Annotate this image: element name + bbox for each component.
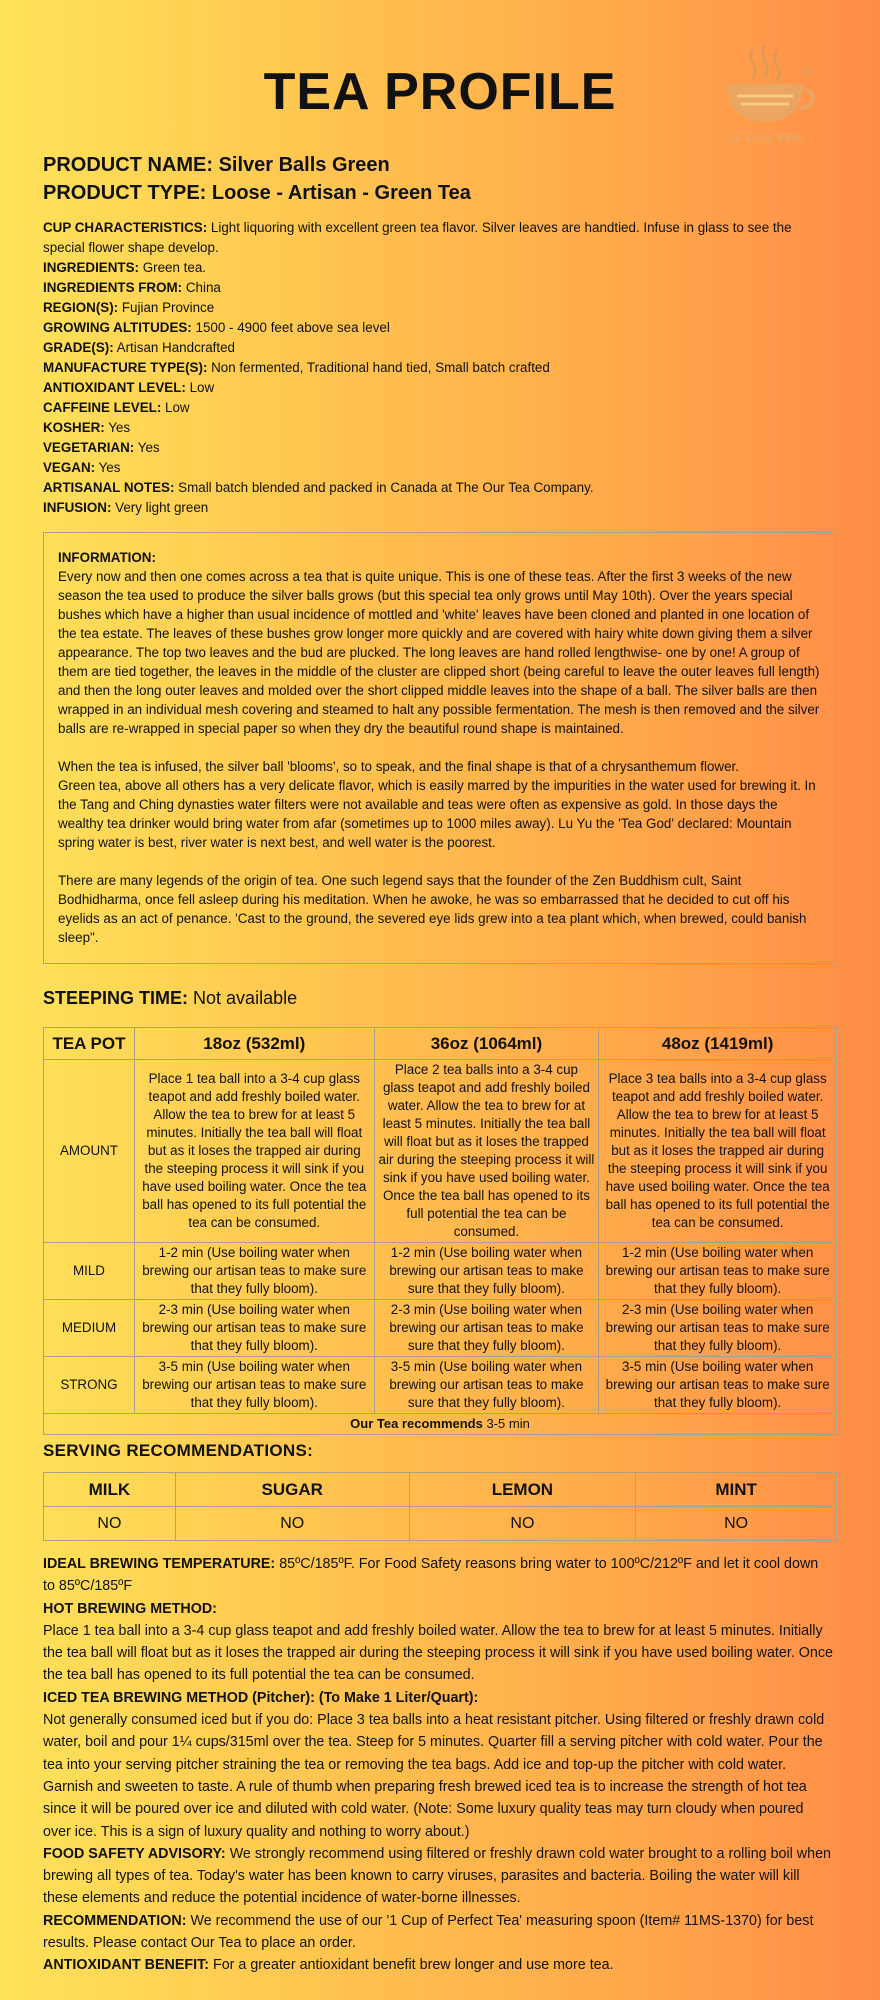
steeping-header-row (44, 1028, 837, 1060)
brewing-value: For a greater antioxidant benefit brew longer and use more tea. (212, 1957, 614, 1974)
brewing-label: HOT BREWING METHOD: (43, 1600, 217, 1617)
attribute-row (43, 498, 823, 518)
attribute-row (43, 338, 823, 358)
table-cell: Place 1 tea ball into a 3-4 cup glass teapot and add freshly boiled water. Allow the tea to brew for at least 5 minutes. Initially the tea ball will float but as it loses the trapped air during the steeping process it will sink if you have used boiling water. Once the tea ball has opened to its full potential the tea can be consumed. (134, 1060, 374, 1243)
attribute-value: 1500 - 4900 feet above sea level (195, 320, 390, 335)
attribute-value: Very light green (115, 500, 209, 515)
brewing-paragraph (43, 1598, 833, 1620)
brewing-value: Not generally consumed iced but if you do: Place 3 tea balls into a heat resistant pitcher. Using filtered or freshly drawn cold water, boil and pour 1¼ cups/315ml over the tea. Steep for 5 minutes. Quarter fill a serving pitcher with cold water. Pour the tea into your serving pitcher straining the tea or removing the tea bags. Add ice and top-up the pitcher with cold water. Garnish and sweeten to taste. A rule of thumb when preparing fresh brewed iced tea is to increase the strength of hot tea since it will be poured over ice and diluted with cold water. (Note: Some luxury quality teas may turn cloudy when poured over ice. This is a sign of luxury quality and nothing to worry about.) (43, 1712, 825, 1840)
serving-value-cell: NO (175, 1507, 409, 1541)
attribute-row (43, 458, 823, 478)
brewing-paragraph (43, 1954, 833, 1976)
brewing-value: We recommend the use of our '1 Cup of Perfect Tea' measuring spoon (Item# 11MS-1370) for best results. Please contact Our Tea to place an order. (43, 1912, 814, 1952)
table-cell: Place 3 tea balls into a 3-4 cup glass teapot and add freshly boiled water. Allow the tea to brew for at least 5 minutes. Initially the tea ball will float but as it loses the trapped air during the steeping process it will sink if you have used boiling water. Once the tea ball has opened to its full potential the tea can be consumed. (599, 1060, 837, 1243)
steeping-row-medium (44, 1300, 837, 1357)
steeping-header-cell: 18oz (532ml) (134, 1028, 374, 1060)
attribute-label: INGREDIENTS FROM: (43, 280, 183, 295)
table-cell: 1-2 min (Use boiling water when brewing our artisan teas to make sure that they fully bloom). (599, 1243, 837, 1300)
product-type-line (43, 182, 471, 205)
steeping-header-cell: TEA POT (44, 1028, 135, 1060)
brewing-paragraph (43, 1620, 833, 1687)
recommend-cell (44, 1414, 837, 1435)
attribute-value: Yes (108, 420, 131, 435)
attribute-value: Fujian Province (121, 300, 215, 315)
row-label: AMOUNT (44, 1060, 135, 1243)
attribute-row (43, 318, 823, 338)
steeping-row-strong (44, 1357, 837, 1414)
attribute-value: Green tea. (142, 260, 206, 275)
tea-cup-logo (705, 42, 823, 152)
serving-header-cell: MINT (636, 1473, 837, 1507)
serving-header-cell: SUGAR (175, 1473, 409, 1507)
attribute-label: MANUFACTURE TYPE(S): (43, 360, 208, 375)
row-label: MEDIUM (44, 1300, 135, 1357)
attribute-row (43, 218, 823, 258)
attribute-value: Non fermented, Traditional hand tied, Small batch crafted (211, 360, 550, 375)
attribute-label: GROWING ALTITUDES: (43, 320, 192, 335)
brewing-paragraph (43, 1687, 833, 1709)
brewing-label: ANTIOXIDANT BENEFIT: (43, 1957, 209, 1974)
brewing-label: IDEAL BREWING TEMPERATURE: (43, 1556, 276, 1572)
row-label: MILD (44, 1243, 135, 1300)
attribute-label: REGION(S): (43, 300, 119, 315)
brewing-paragraph (43, 1553, 833, 1598)
recommend-value: 3-5 min (486, 1416, 530, 1431)
brewing-value: We strongly recommend using filtered or freshly drawn cold water brought to a rolling boil when brewing all types of tea. Today's water has been known to carry viruses, parasites and bacteria. Boiling the water will kill these elements and reduce the potential incidence of water-borne illnesses. (43, 1845, 831, 1907)
steeping-header-cell: 36oz (1064ml) (374, 1028, 599, 1060)
attribute-row (43, 378, 823, 398)
table-cell: 3-5 min (Use boiling water when brewing our artisan teas to make sure that they fully bloom). (599, 1357, 837, 1414)
attribute-label: ARTISANAL NOTES: (43, 480, 175, 495)
product-name: Silver Balls Green (218, 154, 390, 176)
table-cell: 3-5 min (Use boiling water when brewing our artisan teas to make sure that they fully bloom). (134, 1357, 374, 1414)
product-name-label: PRODUCT NAME: (43, 154, 213, 176)
attribute-value: Yes (98, 460, 121, 475)
attribute-label: VEGAN: (43, 460, 96, 475)
steeping-recommend-row (44, 1414, 837, 1435)
attribute-row (43, 298, 823, 318)
table-cell: 1-2 min (Use boiling water when brewing our artisan teas to make sure that they fully bloom). (374, 1243, 599, 1300)
steeping-header-cell: 48oz (1419ml) (599, 1028, 837, 1060)
table-cell: 2-3 min (Use boiling water when brewing our artisan teas to make sure that they fully bloom). (374, 1300, 599, 1357)
steeping-row-mild (44, 1243, 837, 1300)
attribute-list (43, 218, 823, 518)
brewing-value: Place 1 tea ball into a 3-4 cup glass teapot and add freshly boiled water. Allow the tea to brew for at least 5 minutes. Initially the tea ball will float but as it loses the trapped air during the steeping process it will sink if you have used boiling water. Once the tea ball has opened to its full potential the tea can be consumed. (43, 1622, 833, 1684)
brewing-label: ICED TEA BREWING METHOD (Pitcher): (To Make 1 Liter/Quart): (43, 1689, 479, 1706)
information-label: INFORMATION: (58, 550, 156, 565)
product-type-label: PRODUCT TYPE: (43, 182, 207, 204)
attribute-label: KOSHER: (43, 420, 105, 435)
attribute-label: CAFFEINE LEVEL: (43, 400, 162, 415)
information-paragraph-1: Every now and then one comes across a tea that is quite unique. This is one of these teas. After the first 3 weeks of the new season the tea used to produce the silver balls grows (but this special tea only grows until May 10th). Over the years special bushes which have a higher than usual incidence of mottled and 'white' leaves have been cloned and planted in one location of the tea estate. The leaves of these bushes grow longer more quickly and are covered with hairy white down giving them a silver appearance. The top two leaves and the bud are plucked. The long leaves are hand rolled lengthwise- one by one! A group of them are tied together, the leaves in the middle of the cluster are clipped short (being careful to leave the outer leaves full length) and then the long outer leaves and molded over the short clipped middle leaves into the shape of a ball. The silver balls are then wrapped in an individual mesh covering and steamed to halt any possible fermentation. The mesh is then removed and the silver balls are re-wrapped in special paper so when they dry the beautiful round shape is maintained. (58, 569, 820, 736)
product-type: Loose - Artisan - Green Tea (211, 182, 471, 204)
attribute-value: China (185, 280, 221, 295)
attribute-row (43, 258, 823, 278)
brewing-paragraph (43, 1910, 833, 1955)
attribute-value: Small batch blended and packed in Canada at The Our Tea Company. (178, 480, 594, 495)
serving-table (43, 1472, 837, 1541)
information-box (43, 532, 836, 964)
attribute-value: Low (165, 400, 190, 415)
attribute-label: INGREDIENTS: (43, 260, 139, 275)
recommend-label: Our Tea recommends (350, 1416, 483, 1431)
attribute-label: CUP CHARACTERISTICS: (43, 220, 208, 235)
product-name-line (43, 154, 390, 177)
table-cell: 1-2 min (Use boiling water when brewing our artisan teas to make sure that they fully bloom). (134, 1243, 374, 1300)
serving-value-cell: NO (44, 1507, 176, 1541)
steeping-time-label: STEEPING TIME: (43, 988, 189, 1008)
steeping-time-line (43, 988, 297, 1009)
attribute-row (43, 358, 823, 378)
page-title: TEA PROFILE (263, 63, 617, 121)
brewing-value: 85ºC/185ºF. For Food Safety reasons bring water to 100ºC/212ºF and let it cool down to 85ºC/185ºF (43, 1556, 819, 1595)
logo-text: Ae P-Ae PPA (726, 132, 802, 145)
attribute-label: ANTIOXIDANT LEVEL: (43, 380, 186, 395)
attribute-label: GRADE(S): (43, 340, 114, 355)
brewing-paragraph (43, 1843, 833, 1910)
brewing-section (43, 1553, 833, 1977)
serving-header-row (44, 1473, 837, 1507)
steeping-table (43, 1027, 837, 1435)
serving-header-cell: LEMON (409, 1473, 636, 1507)
brewing-label: FOOD SAFETY ADVISORY: (43, 1845, 226, 1862)
attribute-row (43, 478, 823, 498)
table-cell: 2-3 min (Use boiling water when brewing our artisan teas to make sure that they fully bloom). (134, 1300, 374, 1357)
serving-value-cell: NO (636, 1507, 837, 1541)
information-paragraph-3: There are many legends of the origin of tea. One such legend says that the founder of the Zen Buddhism cult, Saint Bodhidharma, once fell asleep during his meditation. When he awoke, he was so embarrassed that he decided to cut off his eyelids as an act of penance. 'Cast to the ground, the severed eye lids grew into a tea plant which, when brewed, could banish sleep". (58, 873, 807, 945)
information-paragraph-2a: When the tea is infused, the silver ball 'blooms', so to speak, and the final shape is that of a chrysanthemum flower. (58, 759, 739, 774)
attribute-value: Yes (137, 440, 160, 455)
table-cell: 2-3 min (Use boiling water when brewing our artisan teas to make sure that they fully bloom). (599, 1300, 837, 1357)
serving-value-cell: NO (409, 1507, 636, 1541)
brewing-paragraph (43, 1709, 833, 1843)
row-label: STRONG (44, 1357, 135, 1414)
attribute-row (43, 278, 823, 298)
attribute-row (43, 398, 823, 418)
information-paragraph-2b: Green tea, above all others has a very delicate flavor, which is easily marred by the impurities in the water used for brewing it. In the Tang and Ching dynasties water filters were not available and teas were often as expensive as gold. In those days the wealthy tea drinker would bring water from afar (sometimes up to 1000 miles away). Lu Yu the 'Tea God' declared: Mountain spring water is best, river water is next best, and well water is the poorest. (58, 778, 816, 850)
attribute-value: Low (189, 380, 215, 395)
table-cell: Place 2 tea balls into a 3-4 cup glass teapot and add freshly boiled water. Allow the tea to brew for at least 5 minutes. Initially the tea ball will float but as it loses the trapped air during the steeping process it will sink if you have used boiling water. Once the tea ball has opened to its full potential the tea can be consumed. (374, 1060, 599, 1243)
attribute-label: INFUSION: (43, 500, 112, 515)
attribute-value: Artisan Handcrafted (116, 340, 236, 355)
attribute-row (43, 418, 823, 438)
table-cell: 3-5 min (Use boiling water when brewing our artisan teas to make sure that they fully bloom). (374, 1357, 599, 1414)
steeping-row-amount (44, 1060, 837, 1243)
brewing-label: RECOMMENDATION: (43, 1912, 187, 1929)
attribute-label: VEGETARIAN: (43, 440, 135, 455)
attribute-value: Light liquoring with excellent green tea flavor. Silver leaves are handtied. Infuse in glass to see the special flower shape develop. (43, 220, 792, 255)
serving-value-row (44, 1507, 837, 1541)
attribute-row (43, 438, 823, 458)
serving-title: SERVING RECOMMENDATIONS: (43, 1441, 314, 1460)
steeping-time-value: Not available (193, 988, 298, 1008)
serving-header-cell: MILK (44, 1473, 176, 1507)
